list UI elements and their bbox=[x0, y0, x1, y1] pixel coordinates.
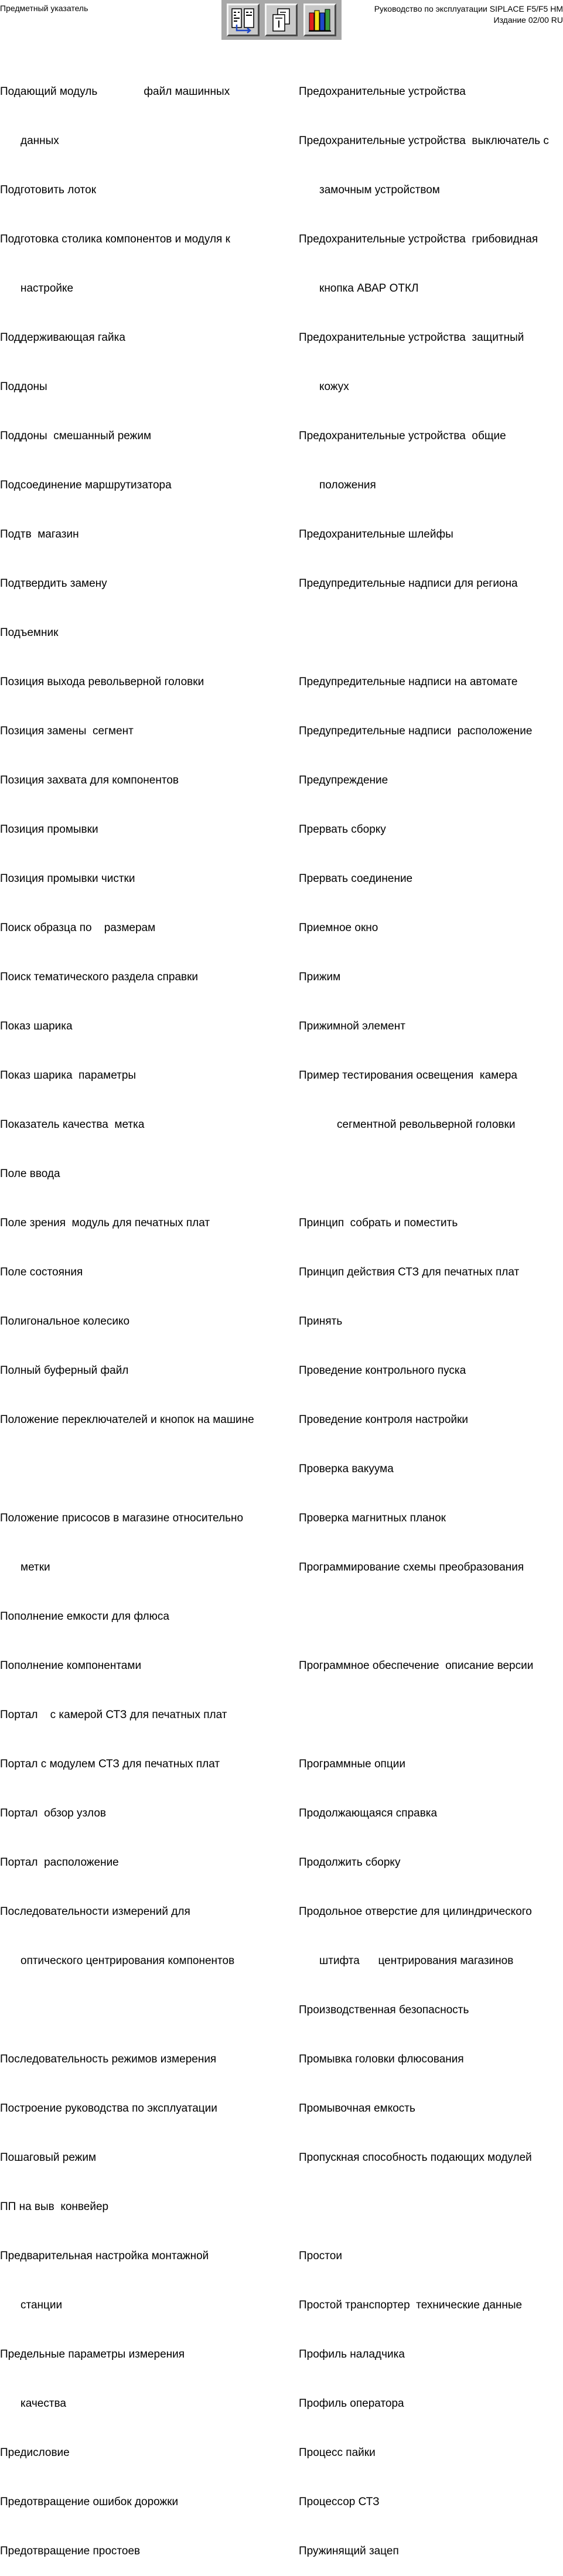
contents-button[interactable] bbox=[227, 4, 260, 36]
index-entry[interactable]: кожух bbox=[319, 381, 349, 393]
index-entry[interactable]: Программное обеспечение описание версии bbox=[299, 1660, 534, 1672]
index-entry[interactable]: Пошаговый режим bbox=[0, 2151, 97, 2164]
index-entry[interactable]: Последовательности измерений для bbox=[0, 1906, 190, 1918]
index-entry[interactable]: Предварительная настройка монтажной bbox=[0, 2250, 209, 2262]
index-entry[interactable]: оптического центрирования компонентов bbox=[21, 1955, 235, 1967]
page-button[interactable] bbox=[265, 4, 298, 36]
edition-label: Издание 02/00 RU bbox=[493, 15, 563, 25]
index-entry[interactable]: Принять bbox=[299, 1315, 343, 1328]
index-entry[interactable]: Поддоны bbox=[0, 381, 47, 393]
index-entry[interactable]: Построение руководства по эксплуатации bbox=[0, 2102, 217, 2115]
index-entry[interactable]: Программирование схемы преобразования bbox=[299, 1561, 524, 1573]
index-entry[interactable]: Положение присосов в магазине относительно bbox=[0, 1512, 244, 1524]
page-pages-icon bbox=[268, 7, 294, 33]
index-entry[interactable]: Подготовить лоток bbox=[0, 184, 97, 196]
index-entry[interactable]: Полигональное колесико bbox=[0, 1315, 130, 1328]
index-entry[interactable]: Предохранительные устройства грибовидная bbox=[299, 233, 538, 245]
index-entry[interactable]: Прервать сборку bbox=[299, 823, 386, 836]
index-entry[interactable]: Предотвращение простоев bbox=[0, 2545, 141, 2557]
index-entry[interactable]: Предохранительные шлейфы bbox=[299, 528, 453, 540]
index-entry[interactable]: Прижимной элемент bbox=[299, 1020, 405, 1032]
index-entry[interactable]: Предупредительные надписи на автомате bbox=[299, 676, 518, 688]
index-entry[interactable]: Промывочная емкость bbox=[299, 2102, 415, 2115]
index-entry[interactable]: Предохранительные устройства общие bbox=[299, 430, 506, 442]
index-entry[interactable]: Предохранительные устройства защитный bbox=[299, 331, 524, 344]
index-entry[interactable]: Подготовка столика компонентов и модуля к bbox=[0, 233, 230, 245]
index-entry[interactable]: Пополнение емкости для флюса bbox=[0, 1610, 169, 1623]
index-spacer bbox=[299, 1166, 563, 1182]
index-entry[interactable]: Продольное отверстие для цилиндрического bbox=[299, 1906, 532, 1918]
index-entry[interactable]: Предупредительные надписи для региона bbox=[299, 577, 518, 590]
index-entry[interactable]: Проверка вакуума bbox=[299, 1463, 394, 1475]
index-entry[interactable]: Поддоны смешанный режим bbox=[0, 430, 152, 442]
index-entry[interactable]: Продолжающаяся справка bbox=[299, 1807, 438, 1819]
index-entry[interactable]: Подтв магазин bbox=[0, 528, 79, 540]
index-entry[interactable]: Поддерживающая гайка bbox=[0, 331, 125, 344]
index-entry[interactable]: Профиль оператора bbox=[299, 2397, 404, 2410]
navigation-toolbar bbox=[221, 0, 342, 40]
index-entry[interactable]: Проведение контрольного пуска bbox=[299, 1364, 466, 1377]
index-entry[interactable]: Показ шарика bbox=[0, 1020, 73, 1032]
library-button[interactable] bbox=[303, 4, 336, 36]
index-entry[interactable]: Предупреждение bbox=[299, 774, 388, 786]
index-entry[interactable]: Предотвращение ошибок дорожки bbox=[0, 2496, 179, 2508]
index-entry[interactable]: Портал с камерой СТЗ для печатных плат bbox=[0, 1709, 227, 1721]
section-title: Предметный указатель bbox=[0, 4, 88, 13]
index-entry[interactable]: Промывка головки флюсования bbox=[299, 2053, 464, 2065]
index-entry[interactable]: Подъемник bbox=[0, 627, 59, 639]
index-entry[interactable]: Предельные параметры измерения bbox=[0, 2348, 185, 2361]
index-entry[interactable]: положения bbox=[319, 479, 376, 491]
index-spacer bbox=[299, 2199, 563, 2215]
index-entry[interactable]: Проведение контроля настройки bbox=[299, 1414, 469, 1426]
index-entry[interactable]: Процессор СТЗ bbox=[299, 2496, 380, 2508]
index-entry[interactable]: Поиск образца по размерам bbox=[0, 922, 156, 934]
index-column-right bbox=[299, 51, 563, 2576]
index-spacer bbox=[299, 625, 563, 641]
index-entry[interactable]: Подсоединение маршрутизатора bbox=[0, 479, 172, 491]
index-entry[interactable]: Полный буферный файл bbox=[0, 1364, 129, 1377]
index-entry[interactable]: настройке bbox=[21, 282, 74, 295]
index-entry[interactable]: Простои bbox=[299, 2250, 342, 2262]
index-entry[interactable]: Принцип действия СТЗ для печатных плат bbox=[299, 1266, 520, 1278]
index-entry[interactable]: станции bbox=[21, 2299, 63, 2311]
index-entry[interactable]: Процесс пайки bbox=[299, 2447, 376, 2459]
index-entry[interactable]: Показатель качества метка bbox=[0, 1118, 145, 1131]
index-entry[interactable]: Позиция выхода револьверной головки bbox=[0, 676, 204, 688]
index-entry[interactable]: Положение переключателей и кнопок на машине bbox=[0, 1414, 254, 1426]
index-entry[interactable]: Проверка магнитных планок bbox=[299, 1512, 446, 1524]
manual-title: Руководство по эксплуатации SIPLACE F5/F5 HM bbox=[374, 4, 563, 13]
index-entry[interactable]: Пружинящий зацеп bbox=[299, 2545, 399, 2557]
library-books-icon bbox=[307, 7, 333, 33]
index-entry[interactable]: Предохранительные устройства bbox=[299, 85, 466, 98]
index-entry[interactable]: Пропускная способность подающих модулей bbox=[299, 2151, 532, 2164]
index-entry[interactable]: Поиск тематического раздела справки bbox=[0, 971, 199, 983]
index-entry[interactable]: Профиль наладчика bbox=[299, 2348, 405, 2361]
index-entry[interactable]: Поле ввода bbox=[0, 1168, 60, 1180]
index-entry[interactable]: Позиция захвата для компонентов bbox=[0, 774, 179, 786]
index-entry[interactable]: сегментной револьверной головки bbox=[337, 1118, 516, 1131]
index-entry[interactable]: качества bbox=[21, 2397, 66, 2410]
index-column-left bbox=[0, 51, 296, 2576]
index-spacer bbox=[0, 1461, 296, 1477]
index-entry[interactable]: Поле состояния bbox=[0, 1266, 83, 1278]
index-entry[interactable]: Последовательность режимов измерения bbox=[0, 2053, 217, 2065]
index-entry[interactable]: Прижим bbox=[299, 971, 341, 983]
index-entry[interactable]: Принцип собрать и поместить bbox=[299, 1217, 458, 1229]
index-entry[interactable]: Позиция замены сегмент bbox=[0, 725, 134, 737]
index-entry[interactable]: Производственная безопасность bbox=[299, 2004, 469, 2016]
index-entry[interactable]: Приемное окно bbox=[299, 922, 378, 934]
manual-info bbox=[374, 4, 563, 26]
index-entry[interactable]: Позиция промывки чистки bbox=[0, 873, 135, 885]
index-entry[interactable]: Поле зрения модуль для печатных плат bbox=[0, 1217, 210, 1229]
index-entry[interactable]: данных bbox=[21, 135, 59, 147]
index-entry[interactable]: Прервать соединение bbox=[299, 873, 413, 885]
index-spacer bbox=[0, 2002, 296, 2019]
index-entry[interactable]: Пополнение компонентами bbox=[0, 1660, 142, 1672]
index-entry[interactable]: Предохранительные устройства выключатель с bbox=[299, 135, 549, 147]
index-entry[interactable]: Предисловие bbox=[0, 2447, 70, 2459]
index-entry[interactable]: Подающий модуль файл машинных bbox=[0, 85, 230, 98]
index-spacer bbox=[299, 1707, 563, 1723]
contents-page-icon bbox=[230, 7, 256, 33]
index-entry[interactable]: Продолжить сборку bbox=[299, 1856, 401, 1869]
index-entry[interactable]: Простой транспортер технические данные bbox=[299, 2299, 523, 2311]
index-entry[interactable]: штифта центрирования магазинов bbox=[319, 1955, 514, 1967]
index-entry[interactable]: кнопка АВАР ОТКЛ bbox=[319, 282, 419, 295]
index-entry[interactable]: Пример тестирования освещения камера bbox=[299, 1069, 517, 1082]
index-entry[interactable]: Позиция промывки bbox=[0, 823, 98, 836]
index-entry[interactable]: замочным устройством bbox=[319, 184, 440, 196]
index-entry[interactable]: Предупредительные надписи расположение bbox=[299, 725, 533, 737]
index-spacer bbox=[299, 1609, 563, 1625]
index-entry[interactable]: Портал обзор узлов bbox=[0, 1807, 106, 1819]
index-entry[interactable]: Подтвердить замену bbox=[0, 577, 107, 590]
index-entry[interactable]: ПП на выв конвейер bbox=[0, 2201, 109, 2213]
index-entry[interactable]: Программные опции bbox=[299, 1758, 405, 1770]
index-entry[interactable]: метки bbox=[21, 1561, 50, 1573]
index-entry[interactable]: Портал расположение bbox=[0, 1856, 119, 1869]
index-entry[interactable]: Показ шарика параметры bbox=[0, 1069, 137, 1082]
index-entry[interactable]: Портал с модулем СТЗ для печатных плат bbox=[0, 1758, 220, 1770]
